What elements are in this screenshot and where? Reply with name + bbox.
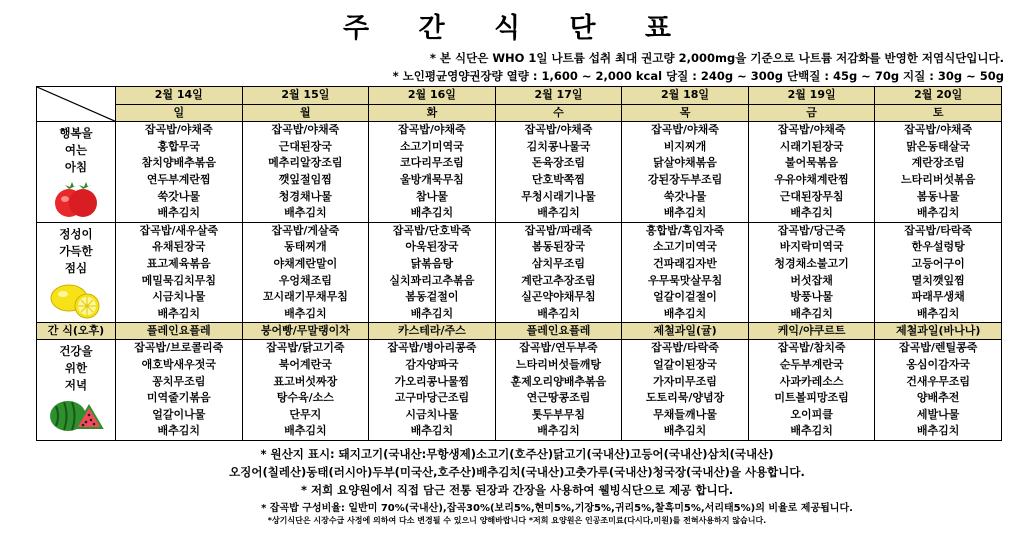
menu-cell — [748, 222, 875, 323]
menu-item: 잡곡밥/야채죽 — [144, 123, 213, 137]
menu-item: 얼갈이나물 — [152, 407, 206, 421]
day-cell: 금 — [748, 104, 875, 122]
menu-item: 청경채소불고기 — [774, 256, 849, 270]
menu-cell — [369, 222, 496, 323]
date-cell: 2월 17일 — [495, 87, 622, 105]
menu-item: 표고제육볶음 — [146, 256, 211, 270]
menu-item: 배추김치 — [157, 306, 201, 320]
menu-item: 불어묵볶음 — [785, 156, 839, 170]
menu-item: 배추김치 — [284, 306, 327, 320]
menu-item: 잡곡밥/야채죽 — [651, 123, 719, 137]
meal-label-line: 여는 — [64, 143, 88, 158]
lemon-icon — [37, 281, 115, 319]
menu-item: 잡곡밥/브로콜리죽 — [134, 341, 224, 355]
menu-cell — [242, 340, 369, 441]
menu-item: 얼갈이겉절이 — [653, 290, 717, 304]
menu-cell — [495, 222, 622, 323]
menu-item: 배추김치 — [157, 206, 201, 220]
menu-item: 배추김치 — [284, 206, 327, 220]
meal-label-line: 점심 — [64, 260, 88, 275]
page-title: 주 간 식 단 표 — [342, 13, 691, 44]
day-cell: 수 — [495, 104, 622, 122]
menu-item: 단호박쪽찜 — [531, 172, 586, 186]
date-cell: 2월 19일 — [748, 87, 875, 105]
menu-item: 오이피클 — [790, 407, 833, 421]
menu-item: 봄동된장국 — [531, 240, 586, 254]
menu-item: 실치꽈리고추볶음 — [389, 273, 475, 287]
meal-label-line: 행복을 — [59, 126, 93, 141]
menu-item: 건새우무조림 — [906, 374, 971, 388]
menu-item: 잡곡밥/병아리콩죽 — [387, 341, 477, 355]
menu-item: 도토리묵/양념장 — [645, 391, 725, 405]
menu-item: 느타리버섯들깨탕 — [515, 357, 601, 371]
menu-item: 배추김치 — [410, 206, 454, 220]
menu-item: 야채계란말이 — [273, 256, 338, 270]
date-cell: 2월 14일 — [116, 87, 243, 105]
menu-cell — [875, 222, 1002, 323]
menu-item: 잡곡밥/단호박죽 — [392, 223, 472, 237]
menu-item: 참치양배추볶음 — [141, 156, 216, 170]
menu-item: 배추김치 — [537, 424, 580, 438]
menu-item: 한우설렁탕 — [911, 240, 965, 254]
meal-label-line: 저녁 — [64, 378, 88, 393]
nutrition-note: * 노인평균영양권장량 열량 : 1,600 ~ 2,000 kcal 당질 : 240g ~ 300g 단백질 : 45g ~ 70g 지질 : 30g ~ 50g — [392, 69, 1004, 83]
menu-item: 맑은동태살국 — [906, 139, 971, 153]
menu-item: 동태찌개 — [284, 240, 327, 254]
menu-item: 청경채나물 — [278, 189, 332, 203]
snack-cell: 제철과일(귤) — [622, 323, 749, 340]
menu-item: 배추김치 — [537, 306, 580, 320]
meal-row — [37, 122, 1002, 223]
menu-item: 잡곡밥/야채죽 — [777, 123, 846, 137]
menu-item: 잡곡밥/게살죽 — [271, 223, 340, 237]
menu-item: 잡곡밥/야채죽 — [904, 123, 973, 137]
menu-cell — [116, 122, 243, 223]
menu-cell — [369, 122, 496, 223]
meal-label-line: 아침 — [64, 160, 88, 175]
meal-row — [37, 222, 1002, 323]
menu-item: 단무지 — [289, 407, 322, 421]
menu-item: 멸치깻잎찜 — [911, 273, 965, 287]
menu-item: 흥합밥/흑임자죽 — [645, 223, 725, 237]
menu-item: 잡곡밥/연두부죽 — [519, 341, 598, 355]
origin-note: * 원산지 표시: 돼지고기(국내산:무항생제)소고기(호주산)닭고기(국내산)고등어(국내산)삼치(국내산) — [260, 447, 774, 461]
menu-item: 잡곡밥/렌틸콩죽 — [898, 341, 978, 355]
menu-item: 바지락미역국 — [779, 240, 844, 254]
menu-item: 시금치나물 — [152, 290, 206, 304]
menu-item: 가자미무조림 — [653, 374, 717, 388]
menu-item: 돈육장조림 — [531, 156, 586, 170]
menu-item: 배추김치 — [410, 306, 454, 320]
menu-item: 잡곡밥/야채죽 — [524, 123, 593, 137]
snack-cell: 플레인요플레 — [116, 323, 243, 340]
menu-item: 봄동겉절이 — [405, 290, 459, 304]
menu-item: 잡곡밥/닭고기죽 — [266, 341, 345, 355]
menu-item: 배추김치 — [916, 206, 960, 220]
menu-item: 깻잎절임찜 — [278, 172, 332, 186]
menu-item: 계란고추장조림 — [521, 273, 596, 287]
day-row — [37, 104, 1002, 122]
menu-cell — [495, 340, 622, 441]
menu-item: 배추김치 — [663, 424, 707, 438]
menu-item: 잡곡밥/파래죽 — [524, 223, 593, 237]
menu-item: 잡곡밥/타락죽 — [904, 223, 973, 237]
day-cell: 목 — [622, 104, 749, 122]
menu-item: 봄동나물 — [916, 189, 960, 203]
menu-item: 잡곡밥/타락죽 — [651, 341, 719, 355]
menu-item: 우유야채계란찜 — [774, 172, 849, 186]
menu-item: 잡곡밥/참치죽 — [777, 341, 846, 355]
menu-item: 세발나물 — [916, 407, 960, 421]
snack-cell: 붕어빵/무말랭이차 — [242, 323, 369, 340]
menu-item: 강된장두부조림 — [647, 172, 723, 186]
change-note: *상기식단은 시장수급 사정에 의하여 다소 변경될 수 있으니 양해바랍니다 *저희 요양원은 인공조미료(다시다,미원)를 전혀사용하지 않습니다. — [267, 516, 767, 525]
menu-item: 시래기된장국 — [779, 139, 844, 153]
meal-row — [37, 340, 1002, 441]
menu-item: 꽁치무조림 — [152, 374, 206, 388]
menu-item: 아욱된장국 — [405, 240, 459, 254]
sodium-note: * 본 식단은 WHO 1일 나트륨 섭취 최대 권고량 2,000mg을 기준으로 나트륨 저감화를 반영한 저염식단입니다. — [429, 51, 1004, 65]
menu-item: 느타리버섯볶음 — [900, 172, 976, 186]
date-cell: 2월 16일 — [369, 87, 496, 105]
menu-item: 유채된장국 — [152, 240, 206, 254]
menu-item: 소고기미역국 — [400, 139, 464, 153]
menu-item: 닭살야채볶음 — [653, 156, 717, 170]
menu-item: 잡곡밥/새우살죽 — [139, 223, 218, 237]
menu-item: 소고기미역국 — [653, 240, 717, 254]
menu-cell — [748, 122, 875, 223]
meal-label-line: 건강을 — [59, 344, 93, 359]
menu-item: 고구마당근조림 — [394, 391, 470, 405]
day-cell: 일 — [116, 104, 243, 122]
origin-note-2: 오징어(칠레산)동태(러시아)두부(미국산,호주산)배추김치(국내산)고춧가루(국내산)청국장(국내산)을 사용합니다. — [229, 465, 805, 479]
menu-cell — [875, 122, 1002, 223]
menu-item: 배추김치 — [916, 424, 960, 438]
menu-cell — [369, 340, 496, 441]
weekly-menu-table — [36, 86, 1002, 441]
menu-cell — [242, 222, 369, 323]
menu-item: 메밀묵김치무침 — [141, 273, 216, 287]
snack-cell: 제철과일(바나나) — [875, 323, 1002, 340]
menu-item: 쑥갓나물 — [157, 189, 201, 203]
menu-item: 삼치무조림 — [531, 256, 586, 270]
menu-item: 비지찌개 — [663, 139, 707, 153]
menu-item: 꼬시래기무채무침 — [262, 290, 348, 304]
snack-label: 간 식(오후) — [37, 323, 116, 340]
menu-item: 파래무생채 — [911, 290, 965, 304]
day-cell: 토 — [875, 104, 1002, 122]
menu-cell — [116, 222, 243, 323]
menu-item: 배추김치 — [663, 206, 707, 220]
snack-cell: 케익/야쿠르트 — [748, 323, 875, 340]
snack-cell: 카스테라/주스 — [369, 323, 496, 340]
menu-item: 배추김치 — [410, 424, 454, 438]
corner-cell — [37, 87, 116, 122]
menu-item: 시금치나물 — [405, 407, 459, 421]
menu-item: 배추김치 — [916, 306, 960, 320]
menu-item: 얼갈이된장국 — [653, 357, 717, 371]
menu-item: 건파래김자반 — [653, 256, 717, 270]
menu-item: 배추김치 — [157, 424, 201, 438]
menu-item: 미역줄기볶음 — [146, 391, 211, 405]
menu-item: 톳두부무침 — [531, 407, 586, 421]
date-cell: 2월 20일 — [875, 87, 1002, 105]
menu-item: 잡곡밥/야채죽 — [271, 123, 340, 137]
menu-item: 고등어구이 — [911, 256, 965, 270]
menu-item: 근대된장국 — [278, 139, 332, 153]
menu-item: 연근땅콩조림 — [526, 391, 591, 405]
menu-item: 참나물 — [415, 189, 448, 203]
menu-item: 배추김치 — [790, 306, 833, 320]
menu-cell — [242, 122, 369, 223]
menu-item: 배추김치 — [537, 206, 580, 220]
date-cell: 2월 18일 — [622, 87, 749, 105]
menu-item: 훈제오리양배추볶음 — [510, 374, 607, 388]
menu-cell — [875, 340, 1002, 441]
menu-item: 무청시래기나물 — [521, 189, 596, 203]
day-cell: 월 — [242, 104, 369, 122]
menu-item: 김치콩나물국 — [526, 139, 591, 153]
menu-item: 메추리알장조림 — [268, 156, 343, 170]
meal-label-line: 정성이 — [59, 226, 93, 241]
meal-label-line: 가득한 — [59, 243, 93, 258]
menu-item: 닭볶음탕 — [410, 256, 454, 270]
snack-cell: 플레인요플레 — [495, 323, 622, 340]
menu-cell — [495, 122, 622, 223]
meal-label-cell — [37, 122, 116, 223]
menu-item: 옹심이감자국 — [906, 357, 971, 371]
menu-item: 배추김치 — [284, 424, 327, 438]
menu-item: 근대된장무침 — [779, 189, 844, 203]
menu-item: 사과카레소스 — [779, 374, 844, 388]
menu-item: 무채들깨나물 — [653, 407, 717, 421]
menu-item: 연두부계란찜 — [146, 172, 211, 186]
date-row — [37, 87, 1002, 105]
sauce-note: * 저희 요양원에서 직접 담근 전통 된장과 간장을 사용하여 웰빙식단으로 제공 합니다. — [300, 483, 734, 497]
watermelon-icon — [37, 398, 115, 434]
menu-item: 실곤약야채무침 — [521, 290, 596, 304]
menu-cell — [622, 222, 749, 323]
menu-cell — [622, 122, 749, 223]
menu-item: 북어계란국 — [278, 357, 332, 371]
menu-cell — [748, 340, 875, 441]
day-cell: 화 — [369, 104, 496, 122]
menu-item: 홍합무국 — [157, 139, 201, 153]
meal-label-cell — [37, 340, 116, 441]
menu-item: 잡곡밥/야채죽 — [398, 123, 466, 137]
menu-item: 배추김치 — [790, 206, 833, 220]
menu-item: 잡곡밥/당근죽 — [777, 223, 846, 237]
snack-row — [37, 323, 1002, 340]
menu-item: 가오리콩나물찜 — [394, 374, 470, 388]
date-cell: 2월 15일 — [242, 87, 369, 105]
meal-label-line: 위한 — [64, 361, 88, 376]
menu-item: 버섯잡채 — [790, 273, 833, 287]
tomato-icon — [37, 180, 115, 220]
meal-label-cell — [37, 222, 116, 323]
grain-note: * 잡곡밥 구성비율: 일반미 70%(국내산),잡곡30%(보리5%,현미5%,기장5%,귀리5%,찰흑미5%,서리태5%)의 비율로 제공됩니다. — [261, 503, 853, 514]
menu-cell — [116, 340, 243, 441]
menu-item: 미트볼피망조림 — [774, 391, 849, 405]
menu-item: 계란장조림 — [911, 156, 965, 170]
menu-item: 감자양파국 — [405, 357, 459, 371]
menu-item: 배추김치 — [790, 424, 833, 438]
menu-item: 표고버섯짜장 — [273, 374, 338, 388]
menu-cell — [622, 340, 749, 441]
menu-item: 울방개묵무침 — [400, 172, 464, 186]
menu-item: 방풍나물 — [790, 290, 833, 304]
menu-item: 애호박새우젓국 — [141, 357, 216, 371]
menu-item: 우무묵맛살무침 — [647, 273, 723, 287]
menu-item: 순두부계란국 — [779, 357, 844, 371]
menu-item: 쑥갓나물 — [663, 189, 707, 203]
menu-item: 양배추전 — [916, 391, 960, 405]
menu-item: 배추김치 — [663, 306, 707, 320]
menu-item: 우엉채조림 — [278, 273, 332, 287]
menu-item: 코다리무조림 — [400, 156, 464, 170]
menu-item: 탕수육/소스 — [276, 391, 334, 405]
